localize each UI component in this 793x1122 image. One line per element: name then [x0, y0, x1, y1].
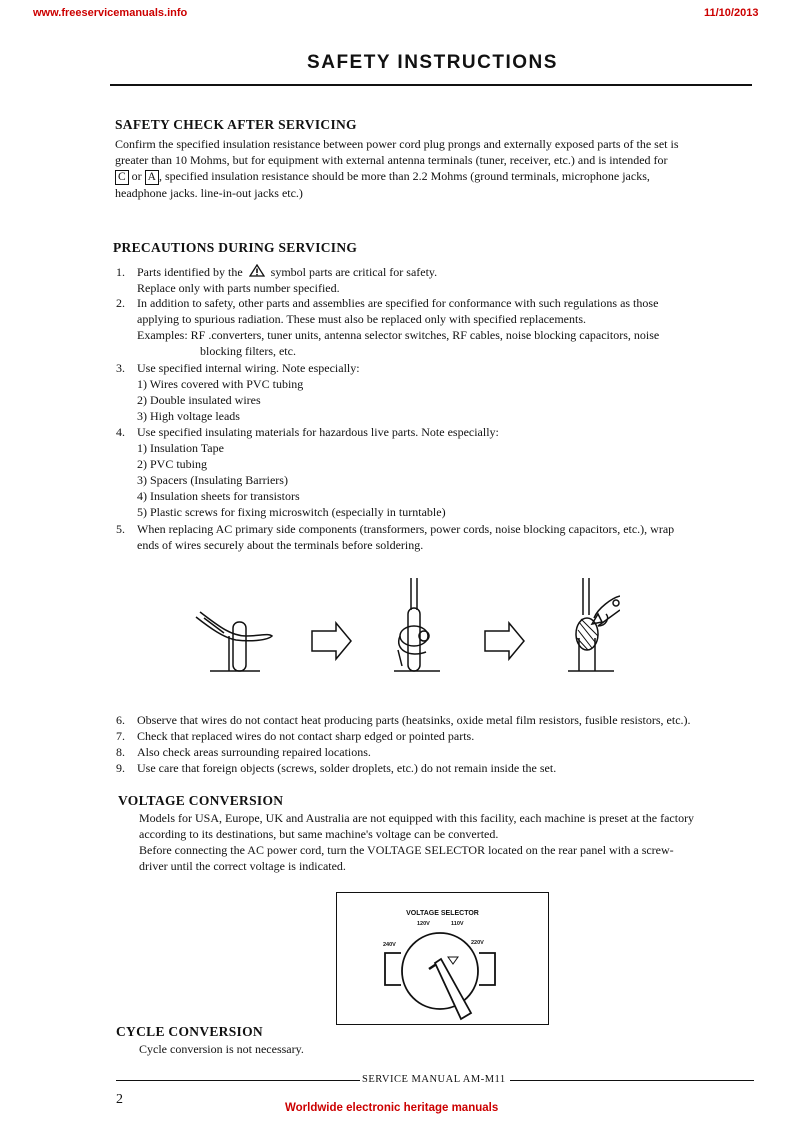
terminal-step-3 [568, 578, 620, 671]
item-text: In addition to safety, other parts and assemblies are specified for conformance with such regulations as those [137, 296, 659, 310]
item-text: Examples: RF .converters, tuner units, antenna selector switches, RF cables, noise blocking capacitors, noise [137, 328, 660, 342]
item-text: Also check areas surrounding repaired locations. [137, 745, 371, 759]
heritage-link[interactable]: Worldwide electronic heritage manuals [285, 1102, 499, 1114]
sub-item: 1) Wires covered with PVC tubing [137, 377, 304, 391]
text-line: Models for USA, Europe, UK and Australia are not equipped with this facility, each machine is preset at the factory [139, 811, 695, 825]
item-number: 1. [116, 265, 125, 279]
arrow-right-icon [485, 623, 524, 659]
item-number: 7. [116, 729, 125, 743]
precaution-item-3 [116, 360, 752, 424]
text-line: Confirm the specified insulation resistance between power cord plug prongs and externally exposed parts of the set is [115, 137, 679, 151]
safety-check-heading: SAFETY CHECK AFTER SERVICING [115, 117, 357, 132]
page-title: SAFETY INSTRUCTIONS [307, 52, 558, 73]
label-240v: 240V [383, 942, 396, 948]
voltage-selector-title: VOLTAGE SELECTOR [406, 910, 479, 917]
item-text: blocking filters, etc. [200, 344, 296, 358]
warning-triangle-icon [249, 264, 265, 277]
page-number: 2 [116, 1092, 123, 1107]
terminal-step-1 [196, 612, 272, 671]
item-number: 4. [116, 425, 125, 439]
precaution-item-8 [116, 744, 752, 760]
item-text: Use care that foreign objects (screws, solder droplets, etc.) do not remain inside the set. [137, 761, 557, 775]
sub-item: 1) Insulation Tape [137, 441, 224, 455]
label-220v: 220V [471, 940, 484, 946]
precaution-item-5 [116, 521, 752, 553]
cycle-conversion-heading: CYCLE CONVERSION [116, 1024, 263, 1039]
item-number: 2. [116, 296, 125, 310]
or-text: or [131, 169, 142, 183]
item-text: Parts identified by the [137, 265, 243, 279]
arrow-right-icon [312, 623, 351, 659]
sub-item: 5) Plastic screws for fixing microswitch (especially in turntable) [137, 505, 446, 519]
precautions-heading: PRECAUTIONS DURING SERVICING [113, 240, 358, 255]
item-number: 5. [116, 522, 125, 536]
sub-item: 2) PVC tubing [137, 457, 208, 471]
wire-wrapping-illustration [180, 570, 620, 705]
item-number: 6. [116, 713, 125, 727]
precaution-item-2 [116, 295, 752, 359]
service-manual-label: SERVICE MANUAL AM-M11 [362, 1074, 506, 1085]
precaution-item-4 [116, 424, 752, 520]
voltage-selector-diagram [336, 892, 549, 1025]
item-text: ends of wires securely about the terminals before soldering. [137, 538, 424, 552]
sub-item: 2) Double insulated wires [137, 393, 261, 407]
item-text: Check that replaced wires do not contact sharp edged or pointed parts. [137, 729, 475, 743]
item-text: When replacing AC primary side components (transformers, power cords, noise blocking capacitors, etc.), wrap [137, 522, 675, 536]
precaution-item-1 [116, 264, 756, 296]
cycle-conversion-text: Cycle conversion is not necessary. [139, 1042, 304, 1056]
sub-item: 3) Spacers (Insulating Barriers) [137, 473, 288, 487]
sub-item: 3) High voltage leads [137, 409, 240, 423]
box-c: C [115, 170, 129, 185]
voltage-conversion-paragraph [139, 810, 761, 874]
box-a: A [145, 170, 159, 185]
label-120v: 120V [417, 921, 430, 927]
text-line: Before connecting the AC power cord, turn the VOLTAGE SELECTOR located on the rear panel with a screw- [139, 843, 674, 857]
precaution-item-6 [116, 712, 766, 728]
item-text: Use specified insulating materials for hazardous live parts. Note especially: [137, 425, 499, 439]
site-url-link[interactable]: www.freeservicemanuals.info [33, 7, 188, 19]
text-line [115, 168, 751, 185]
terminal-step-2 [394, 578, 440, 671]
text-line: greater than 10 Mohms, but for equipment with external antenna terminals (tuner, receiver, etc.) and is intended for [115, 153, 668, 167]
selector-dial-icon [337, 893, 547, 1023]
item-text: Use specified internal wiring. Note especially: [137, 361, 360, 375]
item-number: 9. [116, 761, 125, 775]
precaution-item-7 [116, 728, 752, 744]
text-line: driver until the correct voltage is indicated. [139, 859, 346, 873]
item-text: applying to spurious radiation. These must also be replaced only with specified replacements. [137, 312, 586, 326]
item-text: Replace only with parts number specified. [137, 281, 340, 295]
sub-item: 4) Insulation sheets for transistors [137, 489, 300, 503]
item-number: 3. [116, 361, 125, 375]
voltage-conversion-heading: VOLTAGE CONVERSION [118, 793, 284, 808]
line3-rest: , specified insulation resistance should be more than 2.2 Mohms (ground terminals, microphone jacks, [158, 169, 650, 183]
footer-rule-right [510, 1080, 754, 1081]
precaution-item-9 [116, 760, 752, 776]
safety-check-paragraph [115, 136, 751, 201]
text-line: according to its destinations, but same machine's voltage can be converted. [139, 827, 499, 841]
footer-rule-left [116, 1080, 360, 1081]
label-110v: 110V [451, 921, 464, 927]
item-text: Observe that wires do not contact heat producing parts (heatsinks, oxide metal film resistors, fusible resistors, etc.). [137, 713, 691, 727]
date-label: 11/10/2013 [704, 7, 759, 19]
item-number: 8. [116, 745, 125, 759]
text-line: headphone jacks. line-in-out jacks etc.) [115, 186, 303, 200]
title-rule [110, 84, 752, 86]
item-text: symbol parts are critical for safety. [270, 265, 438, 279]
